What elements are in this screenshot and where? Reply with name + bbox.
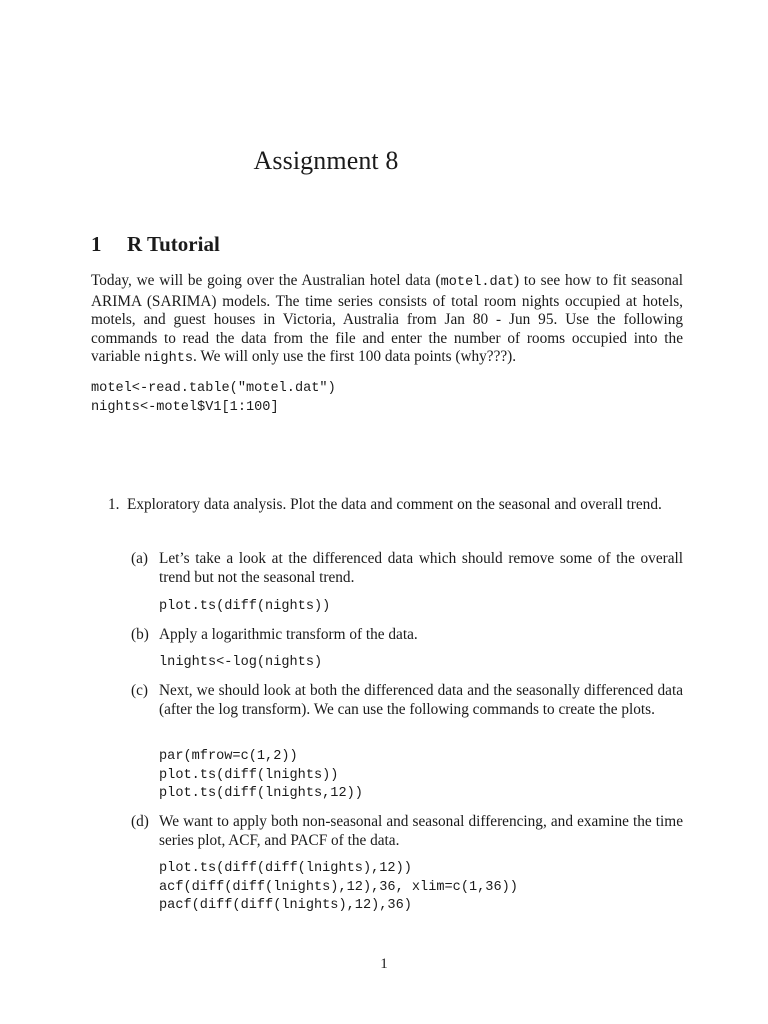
code-line: plot.ts(diff(lnights)) [159,767,339,783]
code-line: motel<-read.table("motel.dat") [91,381,336,396]
subitem-c [131,682,683,719]
document-title: Assignment 8 [253,146,399,175]
list-item-text: Exploratory data analysis. Plot the data and comment on the seasonal and overall trend. [127,496,662,513]
code-line: plot.ts(diff(diff(lnights),12)) [159,861,412,876]
subitem-text: We want to apply both non-seasonal and seasonal differencing, and examine the time series plot, ACF, and PACF of the data. [159,813,683,849]
intro-text-1: Today, we will be going over the Australian hotel data ( [91,272,441,289]
subitem-a [131,550,683,587]
section-heading [91,232,220,257]
intro-code-block [91,380,336,417]
page-number: 1 [380,956,388,972]
code-line: pacf(diff(diff(lnights),12),36) [159,898,412,914]
list-item-marker: 1. [108,496,120,513]
code-line: plot.ts(diff(lnights,12)) [159,786,363,802]
subitem-d [131,813,683,850]
subitem-b [131,626,683,645]
section-number: 1 [91,232,102,256]
intro-text-2: ) to see how to fit seasonal ARIMA (SARIMA) models. The time series consists of total room nights occupied at hotels, motels, and guest houses in Victoria, Australia from Jan 80 - Jun 95. Use the following commands to read the data from the file and enter the number of rooms occupied into the variable [91,272,683,366]
code-line: par(mfrow=c(1,2)) [159,749,298,764]
subitem-a-code [159,598,330,617]
intro-paragraph [91,272,683,369]
subitem-marker: (b) [131,626,149,643]
subitem-d-code [159,860,518,916]
subitem-marker: (d) [131,813,149,830]
subitem-text: Next, we should look at both the differenced data and the seasonally differenced data (after the log transform). We can use the following commands to create the plots. [159,682,683,718]
subitem-text: Let’s take a look at the differenced data which should remove some of the overall trend but not the seasonal trend. [159,550,683,586]
code-line: nights<-motel$V1[1:100] [91,399,279,415]
section-title: R Tutorial [127,232,220,256]
subitem-c-code [159,748,363,804]
code-line: plot.ts(diff(nights)) [159,599,331,614]
subitem-marker: (a) [131,550,148,567]
intro-text-3: . We will only use the first 100 data points (why???). [193,348,517,366]
intro-filename: motel.dat [440,275,515,290]
code-line: acf(diff(diff(lnights),12),36, xlim=c(1,36)) [159,879,518,895]
intro-variable: nights [144,351,194,367]
code-line: lnights<-log(nights) [159,655,323,670]
subitem-text: Apply a logarithmic transform of the data. [159,626,418,643]
subitem-marker: (c) [131,682,148,699]
subitem-b-code [159,654,322,673]
list-item-1 [108,496,683,515]
